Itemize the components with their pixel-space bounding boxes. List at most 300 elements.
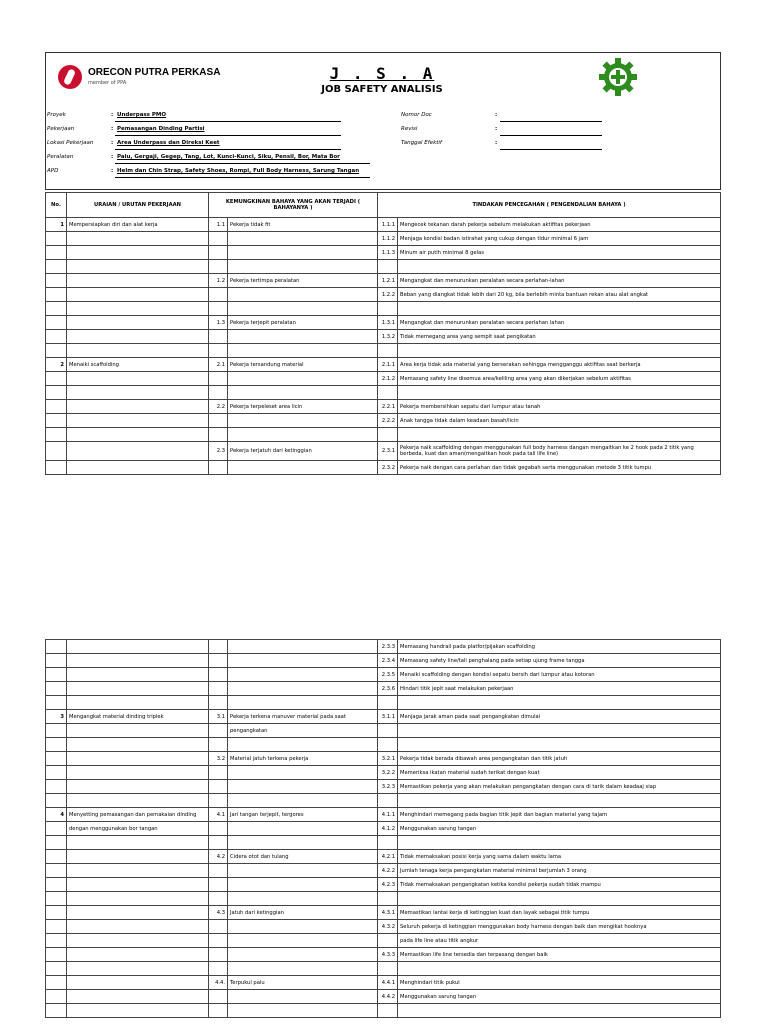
- cell-no: [46, 794, 67, 808]
- cell-no: [46, 414, 67, 428]
- cell-no: [46, 442, 67, 461]
- cell-tindakan-no: 4.1.2: [378, 822, 398, 836]
- cell-bahaya: Pekerja terjepit peralatan: [228, 316, 378, 330]
- info-value: Underpass PMO: [117, 112, 167, 118]
- cell-bahaya: [228, 822, 378, 836]
- table-row: [46, 696, 721, 710]
- table-row: [46, 442, 721, 461]
- cell-uraian: [67, 640, 209, 654]
- cell-no: [46, 682, 67, 696]
- cell-bahaya: [228, 372, 378, 386]
- cell-bahaya: [228, 428, 378, 442]
- cell-bahaya-no: [209, 386, 228, 400]
- info-colon: :: [495, 140, 498, 146]
- cell-bahaya-no: [209, 822, 228, 836]
- table-row: [46, 850, 721, 864]
- table-row: [46, 654, 721, 668]
- table-row: [46, 330, 721, 344]
- cell-uraian: [67, 934, 209, 948]
- info-label: APD: [47, 168, 59, 174]
- cell-bahaya-no: [209, 696, 228, 710]
- cell-no: 3: [46, 710, 67, 724]
- cell-uraian: [67, 1004, 209, 1018]
- info-value: Pemasangan Dinding Partisi: [117, 126, 205, 132]
- cell-tindakan: [398, 386, 721, 400]
- table-row: [46, 400, 721, 414]
- cell-bahaya-no: [209, 724, 228, 738]
- cell-no: [46, 822, 67, 836]
- cell-tindakan: Tidak memegang area yang sempit saat pengikatan: [398, 330, 721, 344]
- cell-no: [46, 990, 67, 1004]
- info-colon: :: [111, 112, 114, 118]
- cell-tindakan-no: [378, 428, 398, 442]
- cell-bahaya-no: [209, 372, 228, 386]
- cell-tindakan: Pekerja tidak berada dibawah area pengangkatan dan titik jatuh: [398, 752, 721, 766]
- cell-tindakan-no: [378, 344, 398, 358]
- cell-bahaya-no: 4.4.: [209, 976, 228, 990]
- cell-tindakan-no: 1.3.2: [378, 330, 398, 344]
- cell-no: [46, 654, 67, 668]
- cell-tindakan: [398, 794, 721, 808]
- cell-tindakan-no: 2.2.1: [378, 400, 398, 414]
- cell-bahaya: Pekerja tidak fit: [228, 218, 378, 232]
- cell-tindakan-no: 4.3.3: [378, 948, 398, 962]
- table-row: [46, 428, 721, 442]
- cell-no: [46, 962, 67, 976]
- cell-bahaya-no: [209, 640, 228, 654]
- cell-uraian: [67, 654, 209, 668]
- table-body: [46, 218, 721, 475]
- cell-uraian: [67, 962, 209, 976]
- cell-no: [46, 920, 67, 934]
- underline: [115, 149, 341, 150]
- cell-bahaya-no: [209, 766, 228, 780]
- cell-tindakan-no: 4.1.1: [378, 808, 398, 822]
- cell-bahaya: [228, 682, 378, 696]
- table-row: [46, 864, 721, 878]
- cell-bahaya: Jatuh dari ketinggian: [228, 906, 378, 920]
- cell-tindakan: pada life line atau titik angkur: [398, 934, 721, 948]
- info-row-lokasi: [47, 140, 377, 148]
- cell-uraian: Menaiki scaffolding: [67, 358, 209, 372]
- cell-tindakan-no: [378, 836, 398, 850]
- table-row: [46, 1004, 721, 1018]
- cell-tindakan-no: 3.2.2: [378, 766, 398, 780]
- table-row: [46, 316, 721, 330]
- cell-tindakan: [398, 738, 721, 752]
- table-row: [46, 738, 721, 752]
- cell-tindakan-no: [378, 962, 398, 976]
- cell-tindakan: Mengecek tekanan darah pekerja sebelum melakukan aktifitas pekerjaan: [398, 218, 721, 232]
- cell-bahaya: [228, 461, 378, 475]
- cell-uraian: [67, 850, 209, 864]
- cell-no: [46, 836, 67, 850]
- table-row: [46, 246, 721, 260]
- cell-tindakan: [398, 344, 721, 358]
- info-colon: :: [111, 140, 114, 146]
- cell-tindakan: Hindari titik jepit saat melakukan pekerjaan: [398, 682, 721, 696]
- cell-no: [46, 668, 67, 682]
- header-uraian: URAIAN / URUTAN PEKERJAAN: [67, 193, 209, 218]
- cell-tindakan: Menghindari titik pukul: [398, 976, 721, 990]
- cell-bahaya: [228, 934, 378, 948]
- table-row: [46, 794, 721, 808]
- table-row: [46, 414, 721, 428]
- cell-bahaya-no: 4.2: [209, 850, 228, 864]
- table-row: [46, 780, 721, 794]
- cell-tindakan: Pekerja naik dengan cara perlahan dan tidak gegabah serta menggunakan metode 3 titik tumpu: [398, 461, 721, 475]
- cell-bahaya: Pekerja terjatuh dari ketinggian: [228, 442, 378, 461]
- cell-bahaya-no: 3.1: [209, 710, 228, 724]
- cell-tindakan: Menghindari memegang pada bagian titik jepit dan bagian material yang tajam: [398, 808, 721, 822]
- jsa-table-page-1: [45, 192, 721, 475]
- table-row: [46, 668, 721, 682]
- table-row: [46, 710, 721, 724]
- cell-bahaya-no: [209, 794, 228, 808]
- table-row: [46, 386, 721, 400]
- cell-bahaya: [228, 990, 378, 1004]
- cell-tindakan: Memasang handrail pada platfor/pijakan scaffolding: [398, 640, 721, 654]
- cell-no: [46, 864, 67, 878]
- info-row-proyek: [47, 112, 377, 120]
- cell-tindakan-no: 2.3.6: [378, 682, 398, 696]
- cell-tindakan: Pekerja membersihkan sepatu dari lumpur atau tanah: [398, 400, 721, 414]
- table-row: [46, 302, 721, 316]
- cell-tindakan-no: 1.3.1: [378, 316, 398, 330]
- cell-tindakan-no: [378, 724, 398, 738]
- cell-tindakan: Tidak memaksakan pengangkatan ketika kondisi pekerja sudah tidak mampu: [398, 878, 721, 892]
- cell-bahaya-no: 2.1: [209, 358, 228, 372]
- cell-no: [46, 461, 67, 475]
- cell-no: [46, 752, 67, 766]
- document-title: J . S . A: [329, 64, 435, 83]
- cell-tindakan-no: 1.2.1: [378, 274, 398, 288]
- cell-no: [46, 850, 67, 864]
- cell-tindakan: Memastikan life line tersedia dan terpasang dengan baik: [398, 948, 721, 962]
- cell-bahaya-no: [209, 428, 228, 442]
- safety-gear-cross-icon: [598, 57, 638, 97]
- cell-tindakan-no: [378, 260, 398, 274]
- cell-tindakan: Memastikan pekerja yang akan melakukan pengangkatan dengan cara di tarik dalam keadaaj siap: [398, 780, 721, 794]
- cell-tindakan: [398, 892, 721, 906]
- cell-tindakan: Memeriksa ikatan material sudah terikat dengan kuat: [398, 766, 721, 780]
- table-row: [46, 218, 721, 232]
- cell-tindakan-no: 4.2.2: [378, 864, 398, 878]
- cell-uraian: [67, 302, 209, 316]
- table-row: [46, 752, 721, 766]
- cell-bahaya-no: [209, 302, 228, 316]
- info-row-peralatan: [47, 154, 377, 162]
- cell-uraian: [67, 990, 209, 1004]
- cell-bahaya-no: [209, 878, 228, 892]
- cell-tindakan-no: 4.3.2: [378, 920, 398, 934]
- cell-uraian: [67, 920, 209, 934]
- cell-bahaya: [228, 344, 378, 358]
- cell-uraian: [67, 288, 209, 302]
- cell-uraian: [67, 428, 209, 442]
- cell-tindakan-no: 4.2.1: [378, 850, 398, 864]
- cell-tindakan-no: 2.3.5: [378, 668, 398, 682]
- cell-bahaya-no: [209, 461, 228, 475]
- table-row: [46, 948, 721, 962]
- cell-bahaya: [228, 948, 378, 962]
- cell-uraian: [67, 794, 209, 808]
- table-row: [46, 976, 721, 990]
- info-label: Proyek: [47, 112, 66, 118]
- cell-no: [46, 738, 67, 752]
- cell-bahaya: [228, 696, 378, 710]
- cell-no: [46, 780, 67, 794]
- table-row: [46, 260, 721, 274]
- table-row: [46, 808, 721, 822]
- cell-uraian: [67, 948, 209, 962]
- cell-tindakan-no: 2.3.1: [378, 442, 398, 461]
- cell-tindakan: Mengangkat dan menurunkan peralatan secara perlahan lahan: [398, 316, 721, 330]
- cell-bahaya-no: 1.1: [209, 218, 228, 232]
- cell-uraian: [67, 344, 209, 358]
- cell-tindakan: Menggunakan sarung tangan: [398, 990, 721, 1004]
- info-label: Peralatan: [47, 154, 74, 160]
- cell-bahaya-no: [209, 232, 228, 246]
- table-row: [46, 358, 721, 372]
- header-bahaya: KEMUNGKINAN BAHAYA YANG AKAN TERJADI ( BAHAYANYA ): [209, 193, 378, 218]
- cell-bahaya: [228, 738, 378, 752]
- cell-no: [46, 696, 67, 710]
- table-row: [46, 682, 721, 696]
- cell-bahaya-no: [209, 962, 228, 976]
- cell-no: [46, 934, 67, 948]
- cell-tindakan: Anak tangga tidak dalam keadaan basah/licin: [398, 414, 721, 428]
- cell-tindakan: Seluruh pekerja di ketinggian menggunakan body harness dengan baik dan mengikat hooknya: [398, 920, 721, 934]
- cell-tindakan: Area kerja tidak ada material yang berserakan sehingga mengganggu aktifitas saat berkerja: [398, 358, 721, 372]
- cell-uraian: Mengangkat material dinding triplek: [67, 710, 209, 724]
- cell-tindakan: Minum air putih minimal 8 gelas: [398, 246, 721, 260]
- cell-bahaya: [228, 302, 378, 316]
- table-row: [46, 344, 721, 358]
- cell-tindakan: [398, 836, 721, 850]
- cell-bahaya: [228, 654, 378, 668]
- cell-tindakan-no: [378, 1004, 398, 1018]
- info-colon: :: [495, 112, 498, 118]
- table-body: [46, 640, 721, 1018]
- table-row: [46, 920, 721, 934]
- info-value: Area Underpass dan Direksi Keet: [117, 140, 220, 146]
- info-label: Revisi: [401, 126, 418, 132]
- cell-bahaya: [228, 780, 378, 794]
- cell-bahaya-no: [209, 738, 228, 752]
- table-row: [46, 822, 721, 836]
- cell-tindakan-no: [378, 892, 398, 906]
- cell-no: [46, 400, 67, 414]
- cell-no: [46, 274, 67, 288]
- table-row: [46, 372, 721, 386]
- cell-uraian: [67, 864, 209, 878]
- cell-uraian: [67, 738, 209, 752]
- info-colon: :: [111, 168, 114, 174]
- company-name: ORECON PUTRA PERKASA: [88, 67, 221, 78]
- cell-bahaya: [228, 232, 378, 246]
- cell-bahaya: [228, 962, 378, 976]
- cell-bahaya-no: 4.1: [209, 808, 228, 822]
- company-subtitle: member of PPA: [88, 80, 127, 86]
- info-row-tanggal-efektif: [401, 140, 621, 148]
- cell-no: [46, 1004, 67, 1018]
- cell-tindakan-no: 3.1.1: [378, 710, 398, 724]
- cell-uraian: [67, 442, 209, 461]
- jsa-table-page-2: [45, 639, 721, 1018]
- cell-uraian: dengan menggunakan bor tangan: [67, 822, 209, 836]
- cell-bahaya-no: [209, 864, 228, 878]
- cell-bahaya: [228, 668, 378, 682]
- cell-bahaya: [228, 260, 378, 274]
- cell-tindakan: Memastikan lantai kerja di ketinggian kuat dan layak sebagai titik tumpu: [398, 906, 721, 920]
- cell-bahaya-no: [209, 414, 228, 428]
- cell-tindakan-no: [378, 302, 398, 316]
- cell-tindakan: Menjaga kondisi badan istirahat yang cukup dengan tidur minimal 6 jam: [398, 232, 721, 246]
- cell-bahaya: Terpukul palu: [228, 976, 378, 990]
- cell-bahaya-no: [209, 1004, 228, 1018]
- cell-uraian: [67, 906, 209, 920]
- cell-no: [46, 948, 67, 962]
- cell-bahaya-no: [209, 260, 228, 274]
- underline: [115, 177, 370, 178]
- cell-tindakan-no: 4.2.3: [378, 878, 398, 892]
- cell-bahaya-no: [209, 246, 228, 260]
- cell-no: [46, 316, 67, 330]
- company-logo: [58, 63, 238, 93]
- table-row: [46, 461, 721, 475]
- cell-no: [46, 878, 67, 892]
- cell-uraian: [67, 414, 209, 428]
- cell-uraian: Mempersiapkan diri dan alat kerja: [67, 218, 209, 232]
- cell-bahaya: Pekerja terpeleset area licin: [228, 400, 378, 414]
- cell-tindakan: [398, 962, 721, 976]
- cell-tindakan-no: 1.2.2: [378, 288, 398, 302]
- cell-no: [46, 640, 67, 654]
- cell-no: [46, 344, 67, 358]
- underline: [500, 149, 602, 150]
- cell-bahaya-no: [209, 836, 228, 850]
- cell-tindakan: [398, 260, 721, 274]
- cell-uraian: Menyetting pemasangan dan pemakaian dinding: [67, 808, 209, 822]
- logo-mark-icon: [58, 65, 82, 89]
- cell-tindakan-no: [378, 738, 398, 752]
- cell-tindakan: [398, 696, 721, 710]
- cell-no: [46, 766, 67, 780]
- cell-tindakan: Beban yang diangkat tidak lebih dari 20 kg, bila berlebih minta bantuan rekan atau alat angkat: [398, 288, 721, 302]
- cell-bahaya: [228, 330, 378, 344]
- cell-uraian: [67, 316, 209, 330]
- header-tindakan: TINDAKAN PENCEGAHAN ( PENGENDALIAN BAHAYA ): [378, 193, 721, 218]
- cell-bahaya: Pekerja tertimpa peralatan: [228, 274, 378, 288]
- cell-uraian: [67, 724, 209, 738]
- cell-tindakan: Menggunakan sarung tangan: [398, 822, 721, 836]
- cell-no: [46, 372, 67, 386]
- cell-bahaya-no: 2.2: [209, 400, 228, 414]
- cell-bahaya: [228, 246, 378, 260]
- cell-bahaya-no: 1.3: [209, 316, 228, 330]
- cell-tindakan-no: 2.2.2: [378, 414, 398, 428]
- cell-tindakan-no: [378, 386, 398, 400]
- cell-tindakan-no: 4.3.1: [378, 906, 398, 920]
- cell-tindakan-no: 3.2.3: [378, 780, 398, 794]
- table-row: [46, 232, 721, 246]
- cell-no: [46, 892, 67, 906]
- cell-no: [46, 330, 67, 344]
- cell-bahaya: Pekerja tersandung material: [228, 358, 378, 372]
- cell-no: [46, 302, 67, 316]
- cell-no: [46, 976, 67, 990]
- cell-tindakan: [398, 1004, 721, 1018]
- cell-bahaya-no: [209, 948, 228, 962]
- cell-uraian: [67, 696, 209, 710]
- cell-tindakan-no: 2.3.4: [378, 654, 398, 668]
- cell-uraian: [67, 892, 209, 906]
- cell-tindakan-no: 1.1.3: [378, 246, 398, 260]
- cell-no: [46, 232, 67, 246]
- cell-tindakan-no: 4.4.1: [378, 976, 398, 990]
- table-row: [46, 274, 721, 288]
- cell-tindakan: Mengangkat dan menurunkan peralatan secara perlahan-lahan: [398, 274, 721, 288]
- cell-uraian: [67, 260, 209, 274]
- cell-uraian: [67, 780, 209, 794]
- cell-uraian: [67, 400, 209, 414]
- cell-bahaya: [228, 386, 378, 400]
- table-row: [46, 892, 721, 906]
- cell-tindakan-no: 2.3.2: [378, 461, 398, 475]
- cell-bahaya-no: [209, 668, 228, 682]
- cell-no: [46, 906, 67, 920]
- underline: [115, 135, 341, 136]
- cell-uraian: [67, 461, 209, 475]
- cell-bahaya: [228, 864, 378, 878]
- cell-uraian: [67, 836, 209, 850]
- cell-tindakan-no: 1.1.2: [378, 232, 398, 246]
- cell-bahaya: [228, 766, 378, 780]
- document-subtitle: JOB SAFETY ANALISIS: [321, 84, 443, 95]
- cell-bahaya-no: 3.2: [209, 752, 228, 766]
- cell-uraian: [67, 682, 209, 696]
- underline: [115, 163, 370, 164]
- table-row: [46, 288, 721, 302]
- cell-tindakan: Tidak memaksakan posisi kerja yang sama dalam waktu lama: [398, 850, 721, 864]
- cell-tindakan-no: 2.1.1: [378, 358, 398, 372]
- cell-uraian: [67, 878, 209, 892]
- cell-bahaya: [228, 288, 378, 302]
- info-value: Helm dan Chin Strap, Safety Shoes, Rompi, Full Body Harness, Sarung Tangan: [117, 168, 360, 174]
- cell-uraian: [67, 330, 209, 344]
- table-row: [46, 906, 721, 920]
- cell-tindakan: Jumlah tenaga kerja pengangkatan material minimal berjumlah 3 orang: [398, 864, 721, 878]
- table-row: [46, 640, 721, 654]
- info-row-revisi: [401, 126, 621, 134]
- cell-bahaya-no: [209, 330, 228, 344]
- info-row-apd: [47, 168, 387, 176]
- table-row: [46, 934, 721, 948]
- header-no: No.: [46, 193, 67, 218]
- cell-bahaya-no: [209, 892, 228, 906]
- table-row: [46, 962, 721, 976]
- cell-uraian: [67, 766, 209, 780]
- cell-no: 1: [46, 218, 67, 232]
- cell-bahaya: [228, 794, 378, 808]
- cell-bahaya: [228, 920, 378, 934]
- cell-uraian: [67, 232, 209, 246]
- cell-tindakan: Menjaga jarak aman pada saat pengangkatan dimulai: [398, 710, 721, 724]
- info-label: Tanggal Efektif: [401, 140, 442, 146]
- cell-bahaya-no: [209, 288, 228, 302]
- cell-tindakan-no: 3.2.1: [378, 752, 398, 766]
